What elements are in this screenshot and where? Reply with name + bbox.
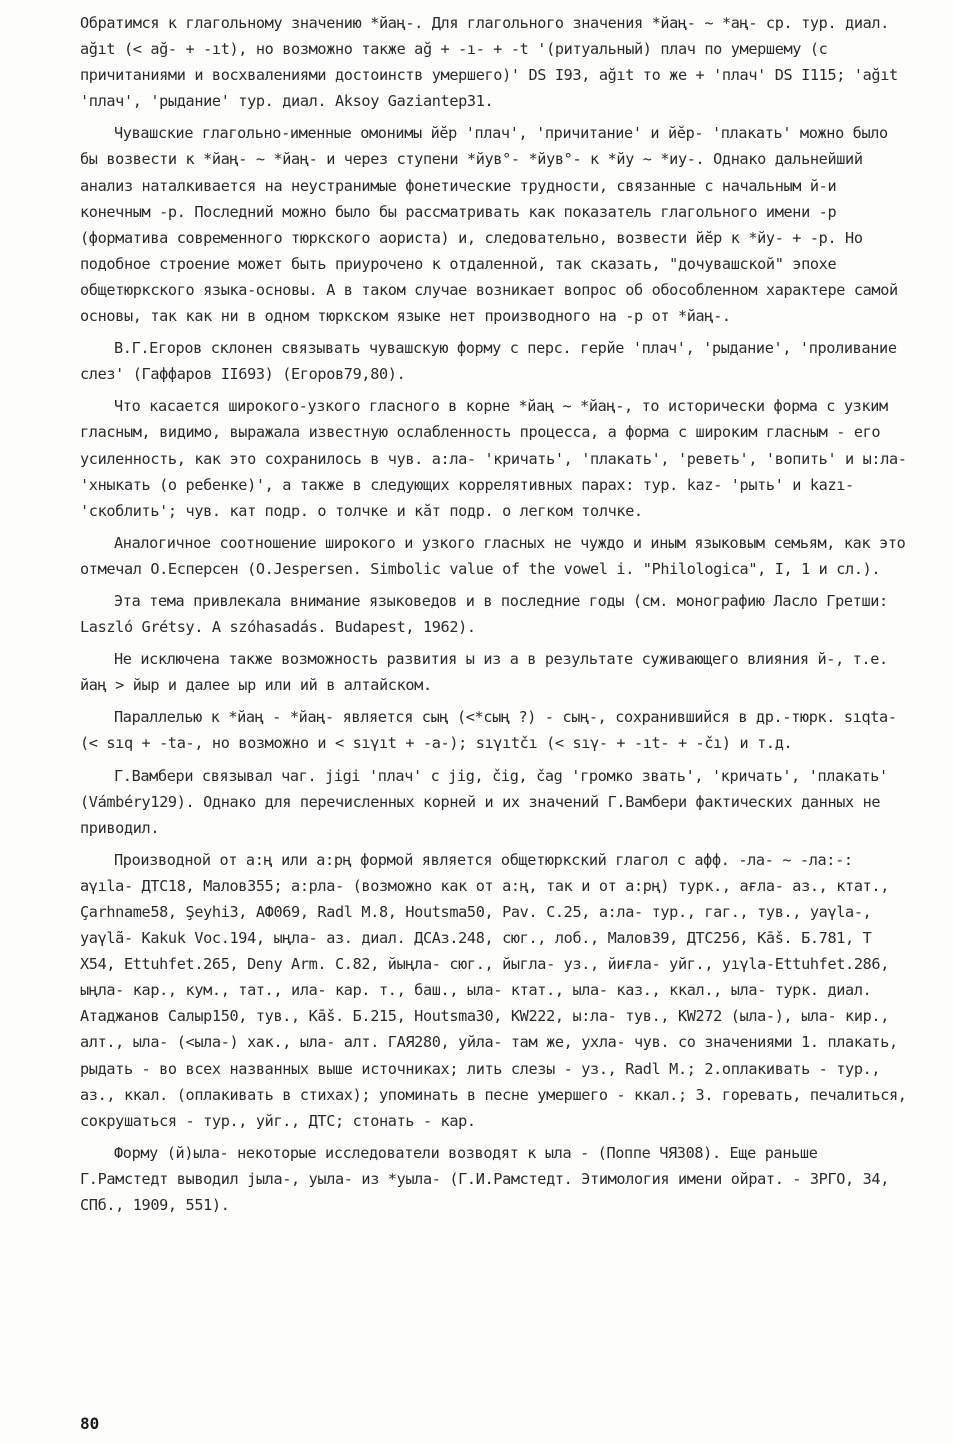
paragraph-1: Обратимся к глагольному значению *йаң-. Для глагольного значения *йаң- ~ *аң- ср. тур. диал. ağıt (< ağ- + -ıt), но возможно также ağ + -ı- + -t '(ритуальный) плач по умершему (с причитаниями и восхвалениями достоинств умершего)' DS I93, ağıt то же + 'плач' DS I115; 'ağıt 'плач', 'рыдание' тур. диал. Aksoy Gaziantep31.: [80, 14, 898, 111]
paragraph-2: Чувашские глагольно-именные омонимы йӗр 'плач', 'причитание' и йӗр- 'плакать' можно было бы возвести к *йаң- ~ *йаң- и через ступени *йув°- *йув°- к *йу ~ *иу-. Однако дальнейший анализ наталкивается на неустранимые фонетические трудности, связанные с начальным й-и конечным -р. Последний можно было бы рассматривать как показатель глагольного имени -р (форматива современного тюркского аориста) и, следовательно, возвести йӗр к *йу- + -р. Но подобное строение может быть приурочено к отдаленной, так сказать, "дочувашской" эпохе общетюркского языка-основы. А в таком случае возникает вопрос об обособленном характере самой основы, так как ни в одном тюркском языке нет производного на -р от *йаң-.: [80, 124, 898, 326]
paragraph-6: Эта тема привлекала внимание языковедов и в последние годы (см. монографию Ласло Гретши: Laszló Grétsy. A szóhasadás. Budapest, 1962).: [80, 591, 888, 637]
body-text: [80, 10, 910, 1224]
paragraph-9: Г.Вамбери связывал чаг. jigi 'плач' с jig, čig, čag 'громко звать', 'кричать', 'плакать' (Vámbéry129). Однако для перечисленных корней и их значений Г.Вамбери фактических данных не приводил.: [80, 766, 888, 837]
paragraph-8: Параллелью к *йаң - *йаң- является сың (<*сың ?) - сың-, сохранившийся в др.-тюрк. sıqta- (< sıq + -ta-, но возможно и < sıγıt + -a-); sıγıtčı (< sıγ- + -ıt- + -čı) и т.д.: [80, 708, 897, 753]
paragraph-7: Не исключена также возможность развития ы из а в результате суживающего влияния й-, т.е. йаң > йыр и далее ыр или ий в алтайском.: [80, 650, 888, 695]
paragraph-10: Производной от а:ң или а:рң формой является общетюркский глагол с афф. -ла- ~ -ла:-: aγıla- ДТС18, Малов355; а:рла- (возможно как от а:ң, так и от а:рң) турк., ағла- аз., ктат., Çarhnamе58, Şeyhi3, АФ069, Radl М.8, Houtsma50, Pav. C.25, а:ла- тур., гаг., тув., yaγla-, yaγlã- Kakuk Voc.194, ыңла- аз. диал. ДСАз.248, сюг., лоб., Малов39, ДТС256, Kāš. Б.781, Т Х54, Ettuhfet.265, Deny Arm. C.82, йыңла- сюг., йыгла- уз., йиғла- уйг., yıγla-Ettuhfet.286, ыңла- кар., кум., тат., ила- кар. т., баш., ыла- ктат., ыла- каз., ккал., ыла- турк. диал. Атаджанов Салыр150, тув., Kāš. Б.215, Houtsma30, KW222, ы:ла- тув., KW272 (ыла-), ыла- кир., алт., ыла- (<ыла-) хак., ыла- алт. ГАЯ280, уйла- там же, ухла- чув. со значениями 1. плакать, рыдать - во всех названных выше источниках; лить слезы - уз., Radl М.; 2.оплакивать - тур., аз., ккал. (оплакивать в стихах); упоминать в песне умершего - ккал.; 3. горевать, печалиться, сокрушаться - тур., уйг., ДТС; стонать - кар.: [80, 850, 907, 1130]
paragraph-5: Аналогичное соотношение широкого и узкого гласных не чуждо и иным языковым семьям, как это отмечал О.Есперсен (O.Jespersen. Simbolic value of the vowel i. "Philologica", I, 1 и сл.).: [80, 533, 906, 578]
page-number: 80: [80, 1414, 100, 1433]
paragraph-11: Форму (й)ыла- некоторые исследователи возводят к ыла - (Поппе ЧЯ308). Еще раньше Г.Рамстедт выводил jыла-, уыла- из *уыла- (Г.И.Рамстедт. Этимология имени ойрат. - ЗРГО, 34, СПб., 1909, 551).: [80, 1143, 890, 1215]
paragraph-3: В.Г.Егоров склонен связывать чувашскую форму с перс. герйе 'плач', 'рыдание', 'проливание слез' (Гаффаров II693) (Егоров79,80).: [80, 339, 897, 384]
paragraph-4: Что касается широкого-узкого гласного в корне *йаң ~ *йаң-, то исторически форма с узким гласным, видимо, выражала известную ослабленность процесса, а форма с широким гласным - его усиленность, как это сохранилось в чув. а:ла- 'кричать', 'плакать', 'реветь', 'вопить' и ы:ла- 'хныкать (о ребенке)', а также в следующих коррелятивных парах: тур. kaz- 'рыть' и kazı- 'скоблить'; чув. кат подр. о толчке и кӑт подр. о легком толчке.: [80, 397, 907, 520]
